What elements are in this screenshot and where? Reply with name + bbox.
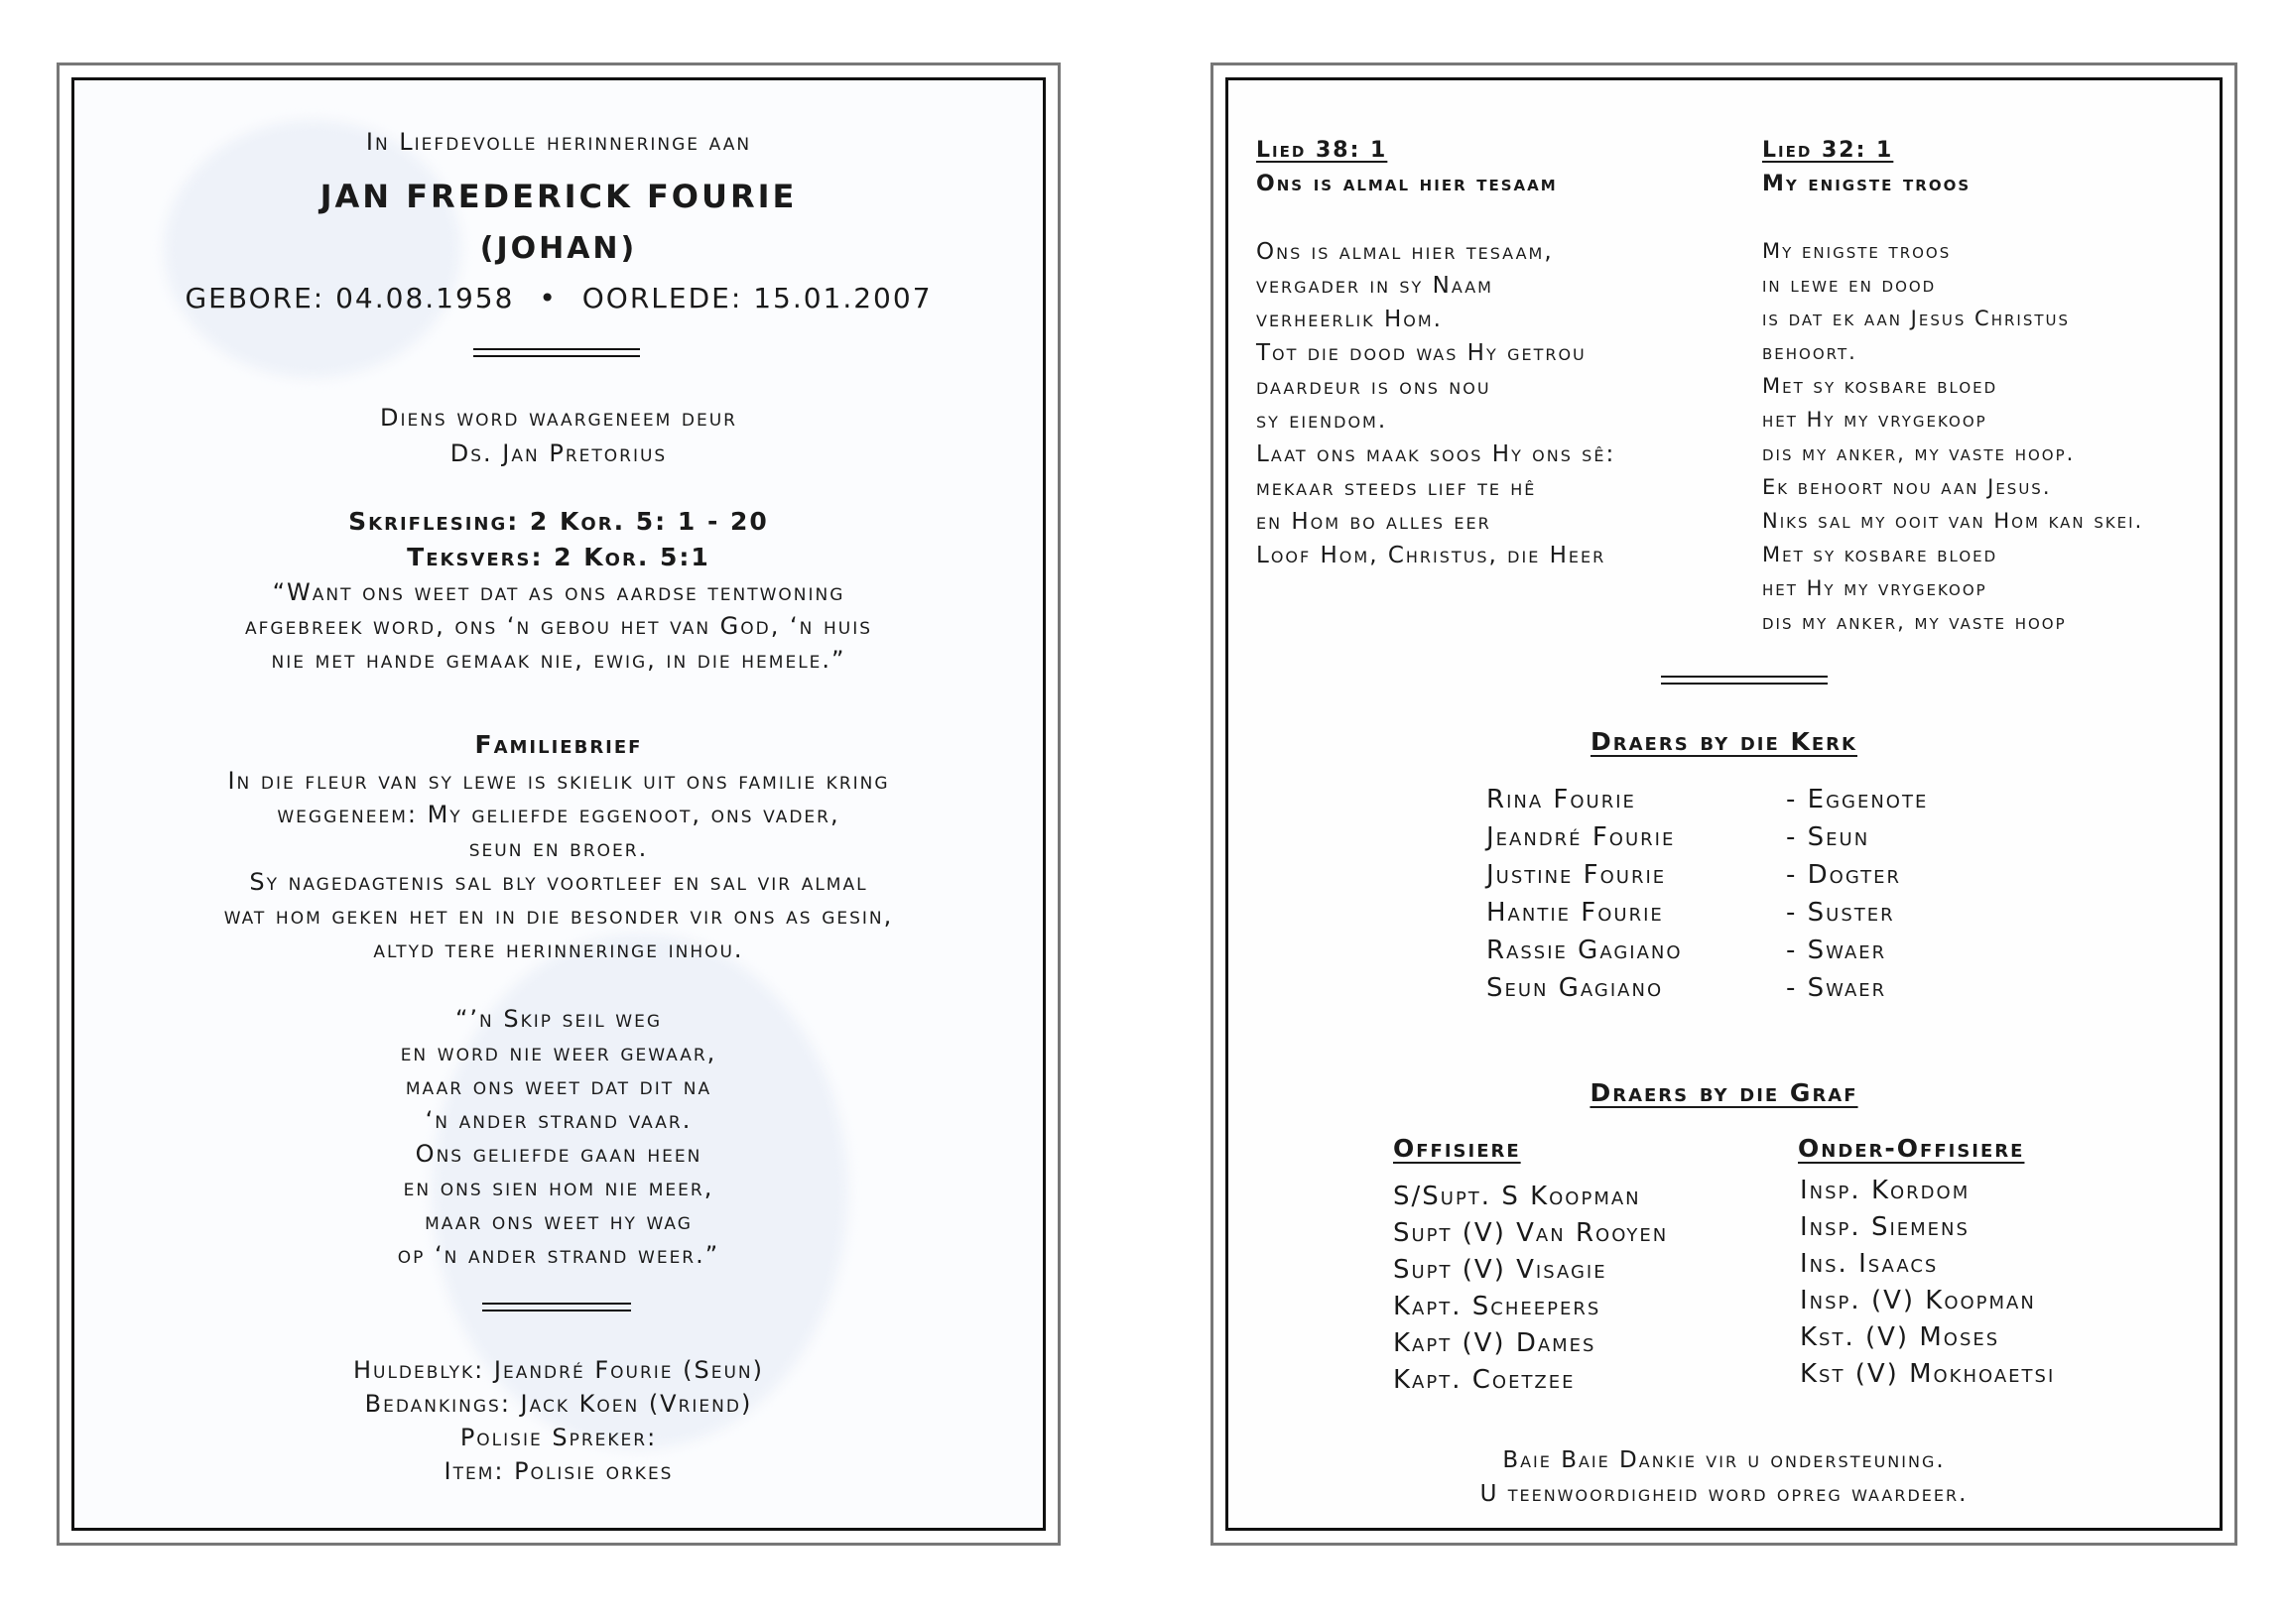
hymn2-line: Niks sal my ooit van Hom kan skei. <box>1762 509 2144 533</box>
thanks-line: U teenwoordigheid word opreg waardeer. <box>1479 1481 1969 1507</box>
bearer-name: Hantie Fourie <box>1486 898 1664 928</box>
bearer-name: Rina Fourie <box>1486 785 1636 814</box>
bearer-relation: - Dogter <box>1786 860 1902 890</box>
hymn1-title: Ons is almal hier tesaam <box>1256 172 1558 196</box>
letter-line: wat hom geken het en in die besonder vir ons as gesin, <box>223 902 894 930</box>
hymn2-number: Lied 32: 1 <box>1762 138 1894 163</box>
officer-name: S/Supt. S Koopman <box>1393 1182 1641 1211</box>
hymn2-line: My enigste troos <box>1762 239 1952 263</box>
letter-line: Sy nagedagtenis sal bly voortleef en sal vir almal <box>249 868 868 896</box>
bearer-name: Justine Fourie <box>1486 860 1667 890</box>
hymn1-line: mekaar steeds lief te hê <box>1256 475 1537 501</box>
verse-line: afgebreek word, ons ‘n gebou het van God, ‘n huis <box>244 612 873 640</box>
hymn2-line: het Hy my vrygekoop <box>1762 408 1987 432</box>
minister-line: Ds. Jan Pretorius <box>449 439 668 467</box>
hymn2-line: het Hy my vrygekoop <box>1762 576 1987 600</box>
letter-line: weggeneem: My geliefde eggenoot, ons vader, <box>277 801 840 828</box>
nco-name: Insp. (V) Koopman <box>1800 1286 2036 1315</box>
nco-name: Kst. (V) Moses <box>1800 1322 2000 1352</box>
letter-line: altyd tere herinneringe inhou. <box>373 936 744 963</box>
life-dates <box>74 282 1043 314</box>
hymn1-line: daardeur is ons nou <box>1256 374 1491 400</box>
born-label: GEBORE: <box>185 282 325 314</box>
hymn2-line: is dat ek aan Jesus Christus <box>1762 307 2071 330</box>
family-letter-title: Familiebrief <box>474 730 643 759</box>
police-speaker-line: Polisie Spreker: <box>459 1424 658 1451</box>
hymn1-line: en Hom bo alles eer <box>1256 509 1491 535</box>
hymn2-line: in lewe en dood <box>1762 273 1937 297</box>
officers-title: Offisiere <box>1393 1134 1521 1163</box>
nco-name: Insp. Kordom <box>1800 1176 1971 1205</box>
poem-line: maar ons weet hy wag <box>425 1207 693 1235</box>
bearer-relation: - Swaer <box>1786 936 1887 965</box>
hymn2-title: My enigste troos <box>1762 172 1972 196</box>
officer-name: Kapt (V) Dames <box>1393 1328 1596 1358</box>
nco-title: Onder-Offisiere <box>1798 1134 2025 1163</box>
scripture-reading: Skriflesing: 2 Kor. 5: 1 - 20 <box>348 507 769 536</box>
hymn1-number: Lied 38: 1 <box>1256 138 1388 163</box>
date-separator: • <box>539 282 558 314</box>
divider <box>473 348 640 357</box>
left-page-frame <box>71 77 1046 1531</box>
hymn1-line: sy eiendom. <box>1256 408 1388 434</box>
right-page <box>1210 62 2237 1546</box>
divider <box>482 1303 631 1312</box>
bearer-relation: - Swaer <box>1786 973 1887 1003</box>
poem-line: “’n Skip seil weg <box>454 1005 663 1033</box>
nco-name: Kst (V) Mokhoaetsi <box>1800 1359 2056 1389</box>
officer-name: Kapt. Scheepers <box>1393 1292 1601 1321</box>
poem-line: en word nie weer gewaar, <box>400 1039 717 1066</box>
bearer-relation: - Seun <box>1786 822 1870 852</box>
bearer-name: Jeandré Fourie <box>1486 822 1676 852</box>
thanks-speaker-line: Bedankings: Jack Koen (Vriend) <box>364 1390 753 1418</box>
left-page <box>57 62 1061 1546</box>
poem-line: ‘n ander strand vaar. <box>425 1106 693 1134</box>
verse-line: nie met hande gemaak nie, ewig, in die hemele.” <box>271 646 846 674</box>
hymn1-line: vergader in sy Naam <box>1256 273 1493 299</box>
nco-name: Insp. Siemens <box>1800 1212 1970 1242</box>
bearer-relation: - Eggenote <box>1786 785 1929 814</box>
hymn2-line: Ek behoort nou aan Jesus. <box>1762 475 2052 499</box>
divider <box>1661 676 1828 685</box>
hymn1-line: Ons is almal hier tesaam, <box>1256 239 1554 265</box>
deceased-nickname: (JOHAN) <box>479 231 638 266</box>
officer-name: Supt (V) Visagie <box>1393 1255 1607 1285</box>
bearer-name: Rassie Gagiano <box>1486 936 1683 965</box>
poem-line: Ons geliefde gaan heen <box>415 1140 702 1168</box>
bearer-relation: - Suster <box>1786 898 1895 928</box>
hymn1-line: Laat ons maak soos Hy ons sê: <box>1256 441 1616 467</box>
poem-line: maar ons weet dat dit na <box>405 1072 712 1100</box>
hymn1-line: Tot die dood was Hy getrou <box>1256 340 1587 366</box>
letter-line: In die fleur van sy lewe is skielik uit ons familie kring <box>227 767 890 795</box>
thanks-line: Baie Baie Dankie vir u ondersteuning. <box>1502 1447 1946 1473</box>
hymn2-line: Met sy kosbare bloed <box>1762 374 1998 398</box>
hymn1-line: Loof Hom, Christus, die Heer <box>1256 543 1606 568</box>
nco-name: Ins. Isaacs <box>1800 1249 1939 1279</box>
officer-name: Supt (V) Van Rooyen <box>1393 1218 1669 1248</box>
bearer-name: Seun Gagiano <box>1486 973 1664 1003</box>
tribute-line: Huldeblyk: Jeandré Fourie (Seun) <box>352 1356 765 1384</box>
hymn1-line: verheerlik Hom. <box>1256 307 1443 332</box>
poem-line: op ‘n ander strand weer.” <box>397 1241 720 1269</box>
born-date: 04.08.1958 <box>335 282 515 314</box>
died-label: OORLEDE: <box>581 282 743 314</box>
hymn2-line: Met sy kosbare bloed <box>1762 543 1998 566</box>
grave-bearers-title: Draers by die Graf <box>1590 1078 1858 1107</box>
service-line: Diens word waargeneem deur <box>379 404 737 432</box>
church-bearers-title: Draers by die Kerk <box>1590 727 1857 756</box>
letter-line: seun en broer. <box>468 834 649 862</box>
hymn2-line: dis my anker, my vaste hoop. <box>1762 441 2076 465</box>
died-date: 15.01.2007 <box>753 282 933 314</box>
officer-name: Kapt. Coetzee <box>1393 1365 1576 1395</box>
text-verse: Teksvers: 2 Kor. 5:1 <box>407 543 710 571</box>
hymn2-line: dis my anker, my vaste hoop <box>1762 610 2067 634</box>
verse-line: “Want ons weet dat as ons aardse tentwoning <box>272 578 845 606</box>
hymn2-line: behoort. <box>1762 340 1857 364</box>
poem-line: en ons sien hom nie meer, <box>403 1174 714 1201</box>
intro-text: In Liefdevolle herinneringe aan <box>365 128 752 156</box>
right-page-frame <box>1225 77 2223 1531</box>
item-line: Item: Polisie orkes <box>444 1457 674 1485</box>
deceased-name: JAN FREDERICK FOURIE <box>319 178 798 215</box>
